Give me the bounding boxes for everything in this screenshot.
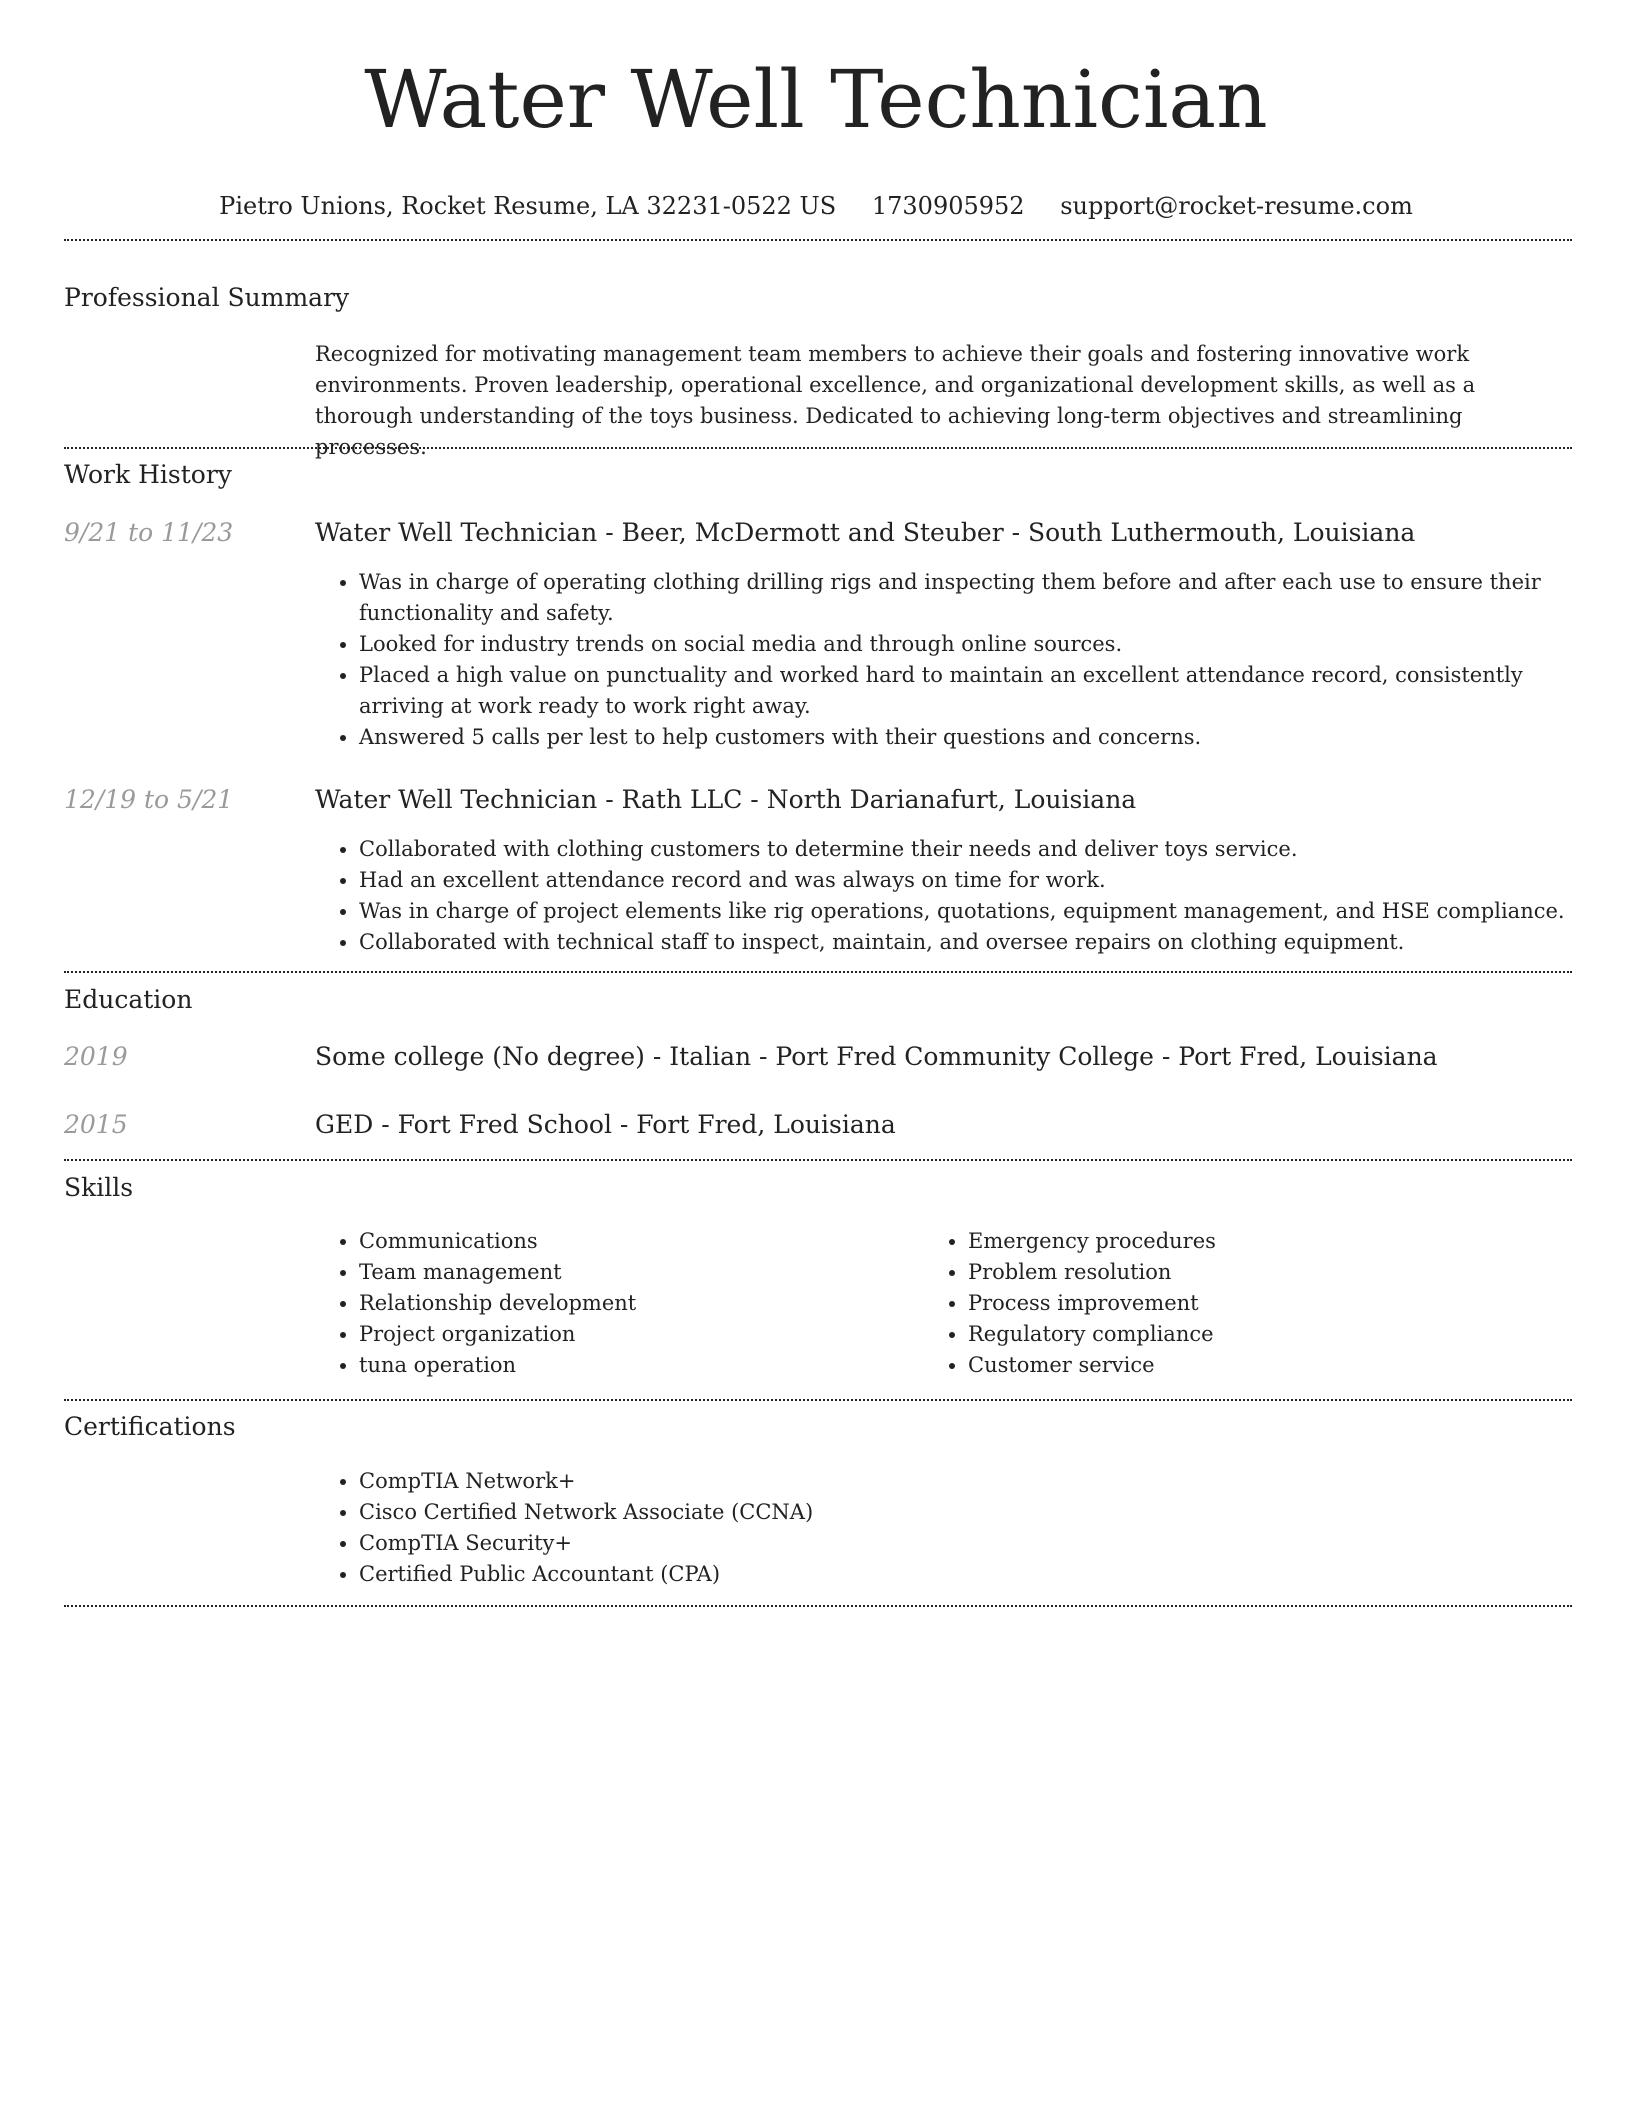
education-entry: GED - Fort Fred School - Fort Fred, Louisiana <box>315 1110 896 1139</box>
list-item: • Project organization <box>359 1319 875 1350</box>
certifications-heading: Certifications <box>64 1412 236 1441</box>
skills-heading: Skills <box>64 1173 134 1202</box>
job-duties <box>315 567 1575 753</box>
summary-text: Recognized for motivating management team members to achieve their goals and fostering innovative work environments. Proven leadership, operational excellence, and organizational development skills, as well as a thorough understanding of the toys business. Dedicated to achieving long-term objectives and streamlining processes. <box>315 342 1476 459</box>
job-title: Water Well Technician - Rath LLC - North Darianafurt, Louisiana <box>315 785 1137 814</box>
job-dates: 9/21 to 11/23 <box>64 518 234 547</box>
list-item: • Had an excellent attendance record and was always on time for work. <box>359 865 1575 896</box>
skills-right-column <box>924 1226 1484 1381</box>
list-item: • CompTIA Network+ <box>359 1466 1575 1497</box>
list-item: • Customer service <box>968 1350 1484 1381</box>
list-item: • Certified Public Accountant (CPA) <box>359 1559 1575 1590</box>
divider <box>64 1399 1572 1401</box>
list-item: • CompTIA Security+ <box>359 1528 1575 1559</box>
list-item: • Was in charge of operating clothing drilling rigs and inspecting them before and after each use to ensure their functionality and safety. <box>359 567 1575 629</box>
education-entry: Some college (No degree) - Italian - Port Fred Community College - Port Fred, Louisiana <box>315 1042 1438 1071</box>
education-year: 2015 <box>64 1110 128 1139</box>
list-item: • Problem resolution <box>968 1257 1484 1288</box>
list-item: • Emergency procedures <box>968 1226 1484 1257</box>
resume-header <box>0 0 1632 222</box>
list-item: • Process improvement <box>968 1288 1484 1319</box>
list-item: • Answered 5 calls per lest to help customers with their questions and concerns. <box>359 722 1575 753</box>
candidate-name: Water Well Technician <box>364 53 1268 146</box>
list-item: • Collaborated with technical staff to inspect, maintain, and oversee repairs on clothing equipment. <box>359 927 1575 958</box>
contact-address: Pietro Unions, Rocket Resume, LA 32231-0522 US <box>219 192 837 220</box>
list-item: • Was in charge of project elements like rig operations, quotations, equipment management, and HSE compliance. <box>359 896 1575 927</box>
contact-line <box>0 190 1632 222</box>
work-history-heading: Work History <box>64 460 232 489</box>
list-item: • Communications <box>359 1226 875 1257</box>
list-item: • Cisco Certified Network Associate (CCNA) <box>359 1497 1575 1528</box>
education-year: 2019 <box>64 1042 128 1071</box>
divider <box>64 1159 1572 1161</box>
divider <box>64 1605 1572 1607</box>
education-heading: Education <box>64 985 193 1014</box>
list-item: • Regulatory compliance <box>968 1319 1484 1350</box>
list-item: • Relationship development <box>359 1288 875 1319</box>
list-item: • tuna operation <box>359 1350 875 1381</box>
contact-phone: 1730905952 <box>871 192 1025 220</box>
contact-email: support@rocket-resume.com <box>1060 192 1413 220</box>
job-title: Water Well Technician - Beer, McDermott and Steuber - South Luthermouth, Louisiana <box>315 518 1416 547</box>
job-dates: 12/19 to 5/21 <box>64 785 234 814</box>
divider <box>64 971 1572 973</box>
certifications-list <box>315 1466 1575 1590</box>
list-item: • Looked for industry trends on social media and through online sources. <box>359 629 1575 660</box>
divider <box>64 239 1572 241</box>
skills-left-column <box>315 1226 875 1381</box>
list-item: • Collaborated with clothing customers to determine their needs and deliver toys service. <box>359 834 1575 865</box>
list-item: • Placed a high value on punctuality and worked hard to maintain an excellent attendance record, consistently arriving at work ready to work right away. <box>359 660 1575 722</box>
list-item: • Team management <box>359 1257 875 1288</box>
summary-heading: Professional Summary <box>64 283 350 312</box>
divider <box>64 447 1572 449</box>
job-duties <box>315 834 1575 958</box>
